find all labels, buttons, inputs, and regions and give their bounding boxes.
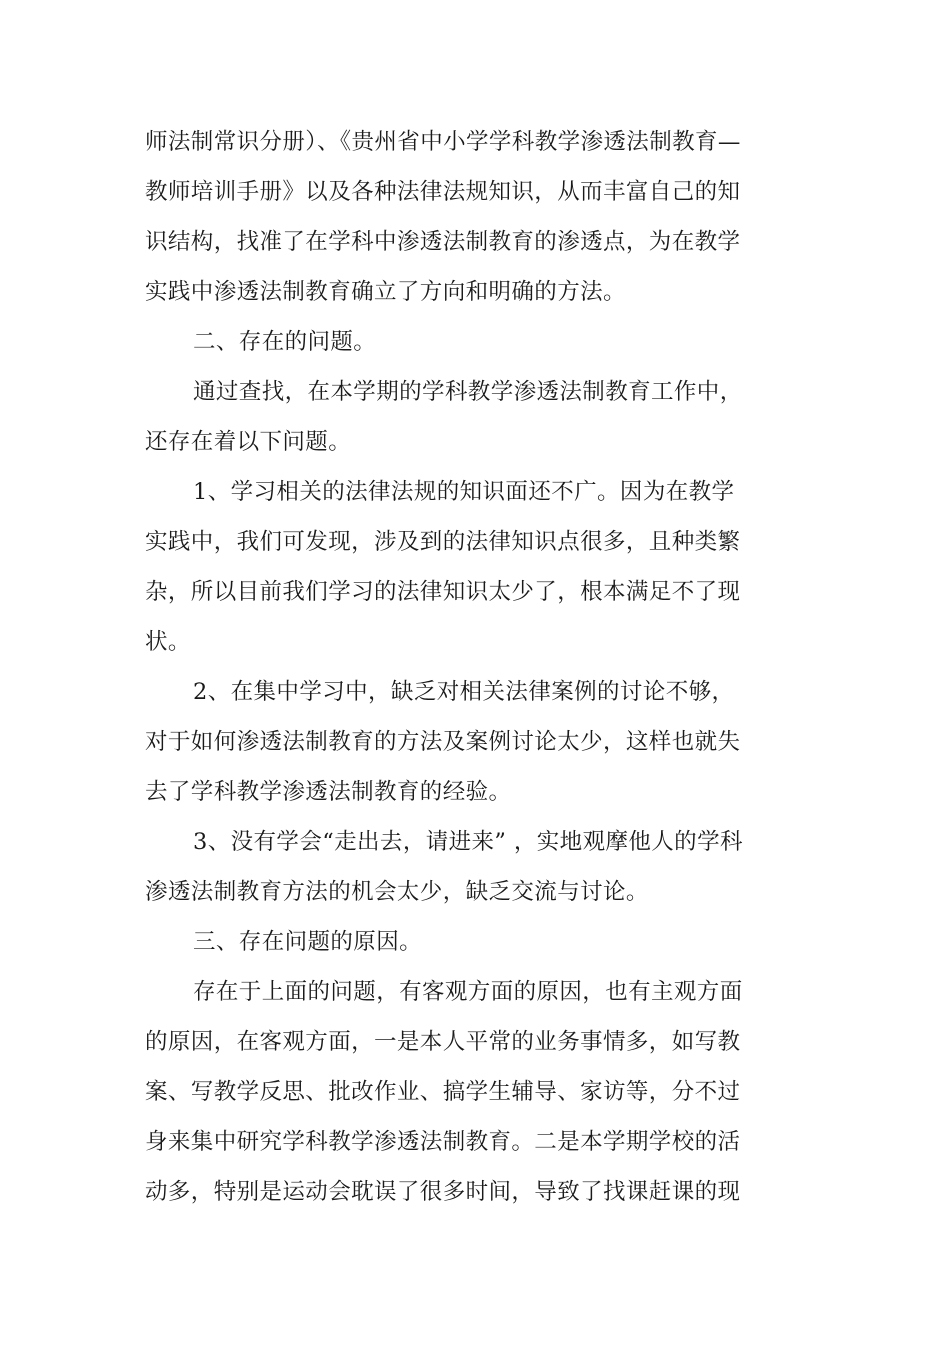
text-line: 对于如何渗透法制教育的方法及案例讨论太少，这样也就失: [145, 729, 741, 755]
text-line: 实践中，我们可发现，涉及到的法律知识点很多，且种类繁: [145, 529, 741, 555]
text-line: 还存在着以下问题。: [145, 429, 352, 455]
text-line: 的原因，在客观方面，一是本人平常的业务事情多，如写教: [145, 1029, 741, 1055]
text-line: 教师培训手册》以及各种法律法规知识，从而丰富自己的知: [145, 179, 741, 205]
text-line: 身来集中研究学科教学渗透法制教育。二是本学期学校的活: [145, 1129, 741, 1155]
text-line: 师法制常识分册）、《贵州省中小学学科教学渗透法制教育—: [145, 129, 741, 155]
list-item-2: 2、在集中学习中，缺乏对相关法律案例的讨论不够，: [193, 679, 735, 705]
list-item-3: 3、没有学会“走出去，请进来” ，实地观摩他人的学科: [193, 829, 743, 855]
text-line: 识结构，找准了在学科中渗透法制教育的渗透点，为在教学: [145, 229, 741, 255]
text-line: 渗透法制教育方法的机会太少，缺乏交流与讨论。: [145, 879, 649, 905]
text-line: 实践中渗透法制教育确立了方向和明确的方法。: [145, 279, 626, 305]
section-heading: 三、存在问题的原因。: [193, 929, 423, 955]
text-line: 案、写教学反思、批改作业、搞学生辅导、家访等，分不过: [145, 1079, 741, 1105]
text-line: 存在于上面的问题，有客观方面的原因，也有主观方面: [193, 979, 743, 1005]
list-item-1: 1、学习相关的法律法规的知识面还不广。因为在教学: [193, 479, 735, 505]
text-line: 去了学科教学渗透法制教育的经验。: [145, 779, 512, 805]
text-line: 通过查找，在本学期的学科教学渗透法制教育工作中，: [193, 379, 743, 405]
text-line: 杂，所以目前我们学习的法律知识太少了，根本满足不了现: [145, 579, 741, 605]
text-line: 状。: [145, 629, 191, 655]
text-line: 动多，特别是运动会耽误了很多时间，导致了找课赶课的现: [145, 1179, 741, 1205]
section-heading: 二、存在的问题。: [193, 329, 377, 355]
